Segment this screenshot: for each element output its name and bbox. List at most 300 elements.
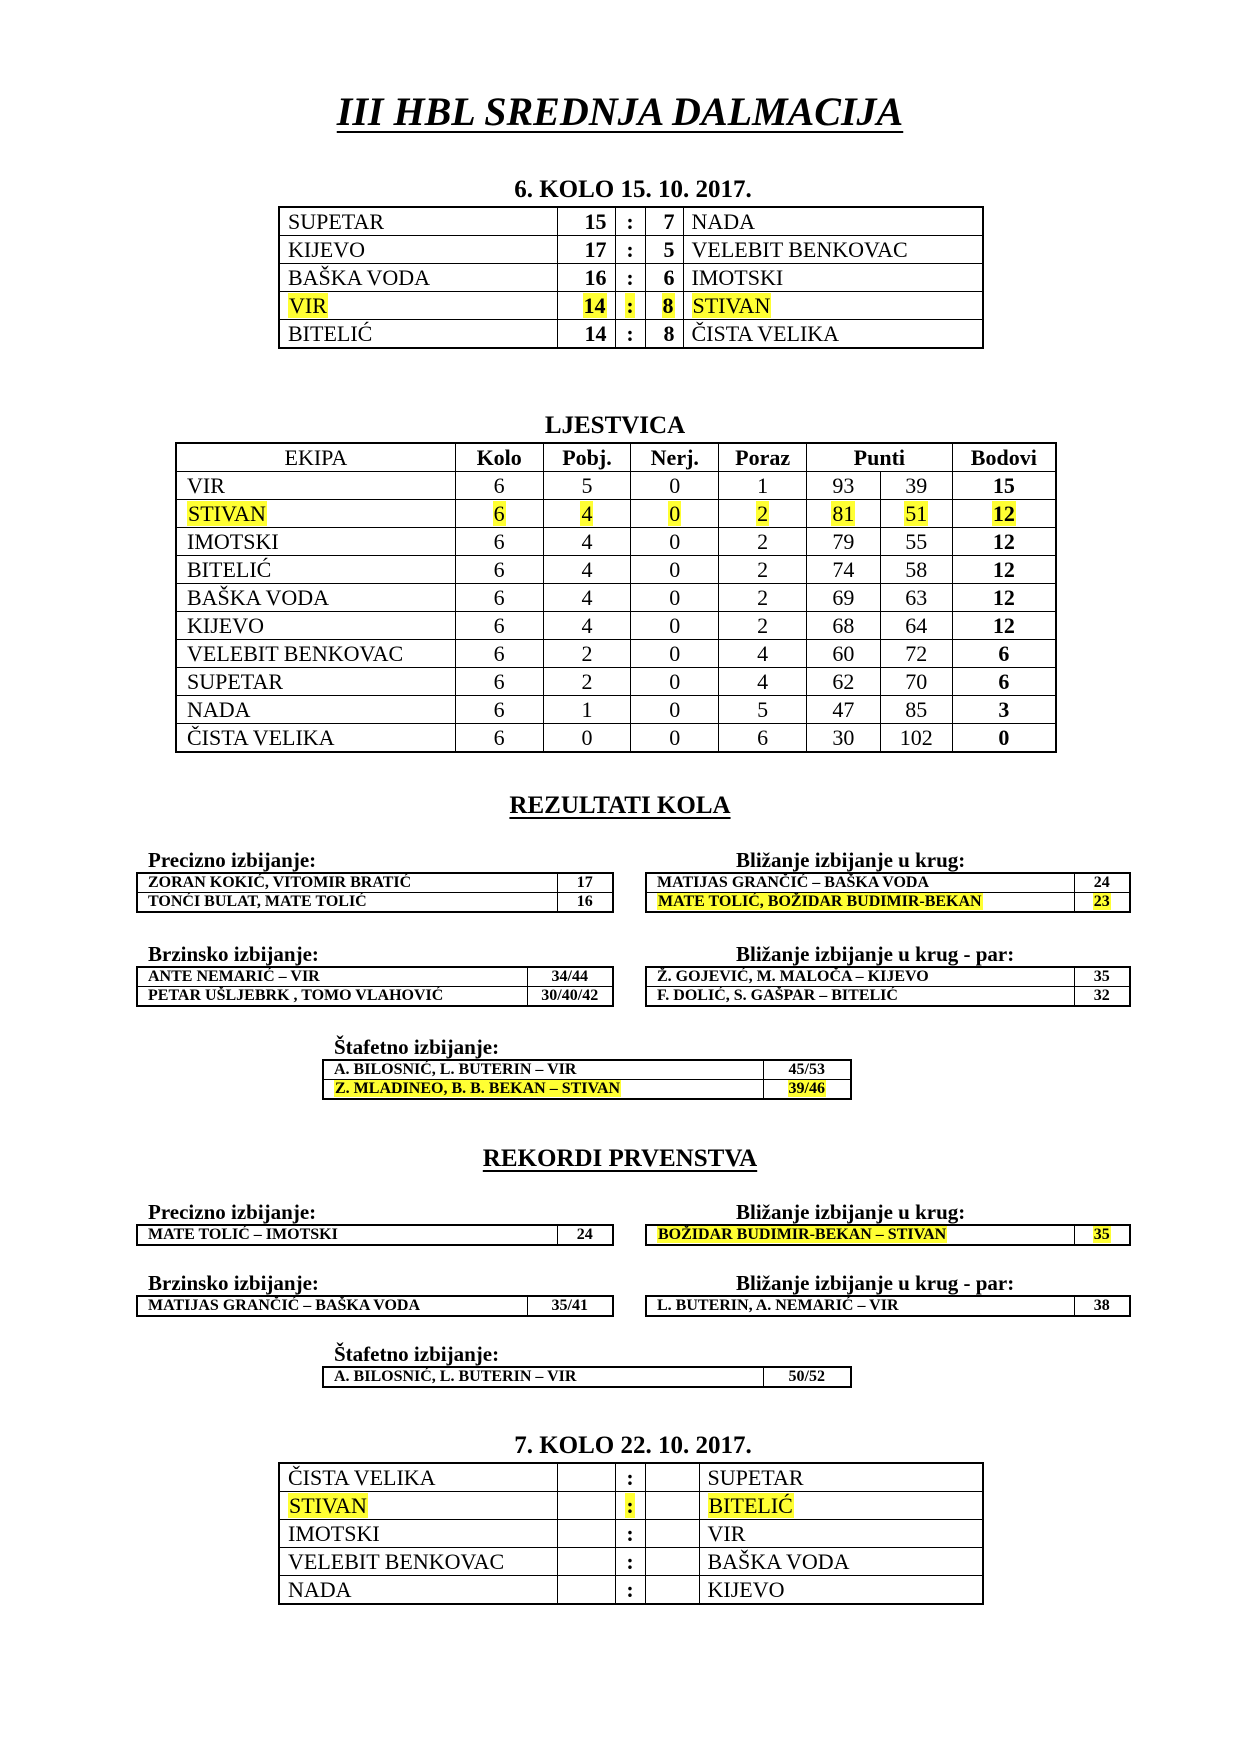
result-value-text: 39/46 <box>788 1080 825 1097</box>
games-played <box>455 612 543 640</box>
result-row <box>323 1080 851 1100</box>
score-separator <box>615 1463 645 1492</box>
league-points-text: 6 <box>998 641 1010 666</box>
away-score <box>645 264 683 292</box>
res-blizanje-par-label: Bližanje izbijanje u krug - par: <box>736 942 1015 966</box>
result-row <box>137 873 613 893</box>
team-name-text: SUPETAR <box>187 669 284 694</box>
points-against <box>880 724 952 753</box>
result-row <box>323 1367 851 1387</box>
draws-text: 0 <box>669 641 681 666</box>
fixture-row <box>279 1548 983 1576</box>
result-value <box>763 1060 851 1080</box>
points-against-text: 55 <box>905 529 928 554</box>
points-for <box>807 640 881 668</box>
away-team-text: VELEBIT BENKOVAC <box>691 237 908 262</box>
draws <box>631 528 719 556</box>
losses-text: 2 <box>757 529 769 554</box>
away-score-empty <box>645 1548 699 1576</box>
records-heading: REKORDI PRVENSTVA <box>482 1145 758 1172</box>
league-points <box>952 612 1056 640</box>
result-value <box>763 1367 851 1387</box>
result-row <box>137 967 613 987</box>
wins-text: 1 <box>581 697 593 722</box>
league-points-text: 12 <box>992 585 1015 610</box>
league-points-text: 15 <box>992 473 1015 498</box>
away-score-empty <box>645 1520 699 1548</box>
league-points <box>952 556 1056 584</box>
home-team-text: STIVAN <box>289 1493 367 1518</box>
team-name-text: IMOTSKI <box>187 529 279 554</box>
losses-text: 5 <box>757 697 769 722</box>
home-team-text: NADA <box>288 1577 352 1602</box>
result-row <box>137 1225 613 1245</box>
fixture-row <box>279 1463 983 1492</box>
result-value <box>527 967 613 987</box>
losses-text: 4 <box>757 641 769 666</box>
points-for-text: 79 <box>832 529 855 554</box>
result-row <box>646 893 1130 913</box>
draws-text: 0 <box>669 725 681 750</box>
round6-results-table <box>278 206 984 349</box>
league-points-text: 3 <box>998 697 1010 722</box>
points-against-text: 51 <box>905 501 928 526</box>
player-names-text: PETAR UŠLJEBRK , TOMO VLAHOVIĆ <box>148 987 444 1004</box>
result-row <box>137 893 613 913</box>
score-separator-text: : <box>626 321 634 346</box>
player-names <box>137 1296 527 1316</box>
league-points-text: 12 <box>992 501 1015 526</box>
away-team-text: ČISTA VELIKA <box>691 321 840 346</box>
standings-row <box>176 612 1056 640</box>
team-name-text: BITELIĆ <box>187 557 272 582</box>
home-score <box>557 292 615 320</box>
away-team-text: STIVAN <box>692 293 771 318</box>
result-value <box>1074 967 1130 987</box>
home-score-text: 15 <box>584 209 607 234</box>
away-score-text: 8 <box>663 321 675 346</box>
games-played-text: 6 <box>493 669 505 694</box>
result-value-text: 45/53 <box>788 1061 825 1078</box>
result-value <box>527 987 613 1007</box>
res-brzinsko-table <box>136 966 614 1007</box>
away-team <box>683 236 983 264</box>
home-score-text: 17 <box>584 237 607 262</box>
away-score-empty <box>645 1576 699 1605</box>
rec-stafetno-label: Štafetno izbijanje: <box>334 1342 500 1366</box>
away-team-text: NADA <box>691 209 756 234</box>
standings-header-row <box>176 443 1056 472</box>
round7-fixtures-table <box>278 1462 984 1605</box>
player-names-text: Z. MLADINEO, B. B. BEKAN – STIVAN <box>335 1080 621 1097</box>
player-names <box>137 1225 557 1245</box>
points-against-text: 70 <box>905 669 928 694</box>
team-name-text: BAŠKA VODA <box>187 585 330 610</box>
wins <box>543 640 631 668</box>
rec-blizanje-table <box>645 1224 1131 1246</box>
team-name <box>176 556 455 584</box>
result-value-text: 38 <box>1093 1297 1110 1314</box>
home-team <box>279 207 557 236</box>
team-name <box>176 640 455 668</box>
wins-text: 5 <box>581 473 593 498</box>
draws-text: 0 <box>669 585 681 610</box>
header-poraz: Poraz <box>719 443 807 472</box>
losses-text: 2 <box>757 501 769 526</box>
result-row <box>137 1296 613 1316</box>
losses <box>719 500 807 528</box>
res-blizanje-label: Bližanje izbijanje u krug: <box>736 848 966 872</box>
player-names-text: ZORAN KOKIĆ, VITOMIR BRATIĆ <box>148 874 412 891</box>
games-played-text: 6 <box>493 613 505 638</box>
draws <box>631 668 719 696</box>
points-for <box>807 472 881 500</box>
home-score-empty <box>557 1520 615 1548</box>
rec-blizanje-par-label: Bližanje izbijanje u krug - par: <box>736 1271 1015 1295</box>
away-score <box>645 236 683 264</box>
points-against <box>880 528 952 556</box>
player-names <box>137 893 557 913</box>
result-value <box>1074 873 1130 893</box>
points-for <box>807 612 881 640</box>
result-value-text: 35/41 <box>551 1297 588 1314</box>
player-names-text: MATIJAS GRANČIĆ – BAŠKA VODA <box>657 874 930 891</box>
standings-row <box>176 724 1056 753</box>
points-for-text: 47 <box>832 697 855 722</box>
player-names-text: TONĆI BULAT, MATE TOLIĆ <box>148 893 367 910</box>
result-value-text: 16 <box>576 893 593 910</box>
draws-text: 0 <box>669 529 681 554</box>
draws-text: 0 <box>669 473 681 498</box>
losses <box>719 528 807 556</box>
standings-row <box>176 556 1056 584</box>
standings-row <box>176 528 1056 556</box>
fixture-row <box>279 1492 983 1520</box>
score-separator <box>615 1492 645 1520</box>
result-row <box>646 873 1130 893</box>
result-value-text: 50/52 <box>788 1368 825 1385</box>
home-team <box>279 1520 557 1548</box>
draws-text: 0 <box>669 557 681 582</box>
losses <box>719 472 807 500</box>
team-name <box>176 668 455 696</box>
home-team-text: VELEBIT BENKOVAC <box>288 1549 505 1574</box>
draws <box>631 640 719 668</box>
result-value <box>557 873 613 893</box>
points-against-text: 102 <box>899 725 933 750</box>
games-played <box>455 500 543 528</box>
player-names-text: F. DOLIĆ, S. GAŠPAR – BITELIĆ <box>657 987 898 1004</box>
draws-text: 0 <box>669 613 681 638</box>
res-brzinsko-label: Brzinsko izbijanje: <box>148 942 319 966</box>
away-score <box>645 292 683 320</box>
away-team-text: IMOTSKI <box>691 265 784 290</box>
games-played <box>455 472 543 500</box>
league-points-text: 0 <box>998 725 1010 750</box>
rec-brzinsko-table <box>136 1295 614 1317</box>
score-separator-text: : <box>626 209 634 234</box>
team-name-text: KIJEVO <box>187 613 264 638</box>
player-names <box>646 1225 1074 1245</box>
team-name <box>176 724 455 753</box>
score-separator <box>615 236 645 264</box>
league-points-text: 6 <box>998 669 1010 694</box>
team-name <box>176 696 455 724</box>
league-points <box>952 668 1056 696</box>
wins-text: 2 <box>581 669 593 694</box>
points-for <box>807 556 881 584</box>
team-name-text: NADA <box>187 697 251 722</box>
player-names-text: A. BILOSNIĆ, L. BUTERIN – VIR <box>334 1061 577 1078</box>
away-team <box>699 1463 983 1492</box>
points-against-text: 85 <box>905 697 928 722</box>
points-against <box>880 696 952 724</box>
home-score <box>557 264 615 292</box>
away-team <box>699 1520 983 1548</box>
home-team <box>279 320 557 349</box>
home-team <box>279 1576 557 1605</box>
draws <box>631 724 719 753</box>
player-names <box>646 987 1074 1007</box>
home-team <box>279 236 557 264</box>
score-separator <box>615 292 645 320</box>
draws-text: 0 <box>669 501 681 526</box>
points-for-text: 69 <box>832 585 855 610</box>
standings-table <box>175 442 1057 753</box>
wins <box>543 472 631 500</box>
home-team <box>279 1548 557 1576</box>
losses-text: 2 <box>757 557 769 582</box>
score-separator-text: : <box>626 1577 634 1602</box>
res-stafetno-label: Štafetno izbijanje: <box>334 1035 500 1059</box>
player-names-text: A. BILOSNIĆ, L. BUTERIN – VIR <box>334 1368 577 1385</box>
points-against <box>880 500 952 528</box>
draws <box>631 612 719 640</box>
result-row <box>646 967 1130 987</box>
games-played-text: 6 <box>493 473 505 498</box>
player-names <box>137 873 557 893</box>
score-separator <box>615 207 645 236</box>
league-points-text: 12 <box>992 613 1015 638</box>
standings-row <box>176 472 1056 500</box>
points-against <box>880 640 952 668</box>
result-value-text: 35 <box>1093 968 1110 985</box>
wins <box>543 556 631 584</box>
result-value-text: 17 <box>576 874 593 891</box>
player-names-text: ANTE NEMARIĆ – VIR <box>148 968 320 985</box>
draws <box>631 556 719 584</box>
score-separator-text: : <box>626 237 634 262</box>
result-row <box>646 1296 1130 1316</box>
res-blizanje-par-table <box>645 966 1131 1007</box>
rec-blizanje-par-table <box>645 1295 1131 1317</box>
res-precizno-table <box>136 872 614 913</box>
draws <box>631 500 719 528</box>
result-value-text: 35 <box>1093 1226 1110 1243</box>
result-value-text: 24 <box>1093 874 1110 891</box>
wins <box>543 612 631 640</box>
rec-blizanje-label: Bližanje izbijanje u krug: <box>736 1200 966 1224</box>
home-team-text: SUPETAR <box>288 209 385 234</box>
fixture-row <box>279 1576 983 1605</box>
games-played <box>455 668 543 696</box>
player-names-text: MATE TOLIĆ – IMOTSKI <box>148 1226 338 1243</box>
away-team-text: KIJEVO <box>707 1577 785 1602</box>
losses <box>719 724 807 753</box>
match-row <box>279 264 983 292</box>
team-name <box>176 472 455 500</box>
result-value <box>1074 1296 1130 1316</box>
away-score <box>645 320 683 349</box>
home-score-empty <box>557 1463 615 1492</box>
score-separator <box>615 1520 645 1548</box>
away-score-empty <box>645 1463 699 1492</box>
standings-row <box>176 696 1056 724</box>
score-separator <box>615 320 645 349</box>
games-played-text: 6 <box>493 725 505 750</box>
draws <box>631 696 719 724</box>
losses-text: 6 <box>757 725 769 750</box>
away-team <box>683 320 983 349</box>
score-separator-text: : <box>626 1465 634 1490</box>
result-value-text: 34/44 <box>551 968 588 985</box>
home-score <box>557 236 615 264</box>
result-value <box>527 1296 613 1316</box>
score-separator <box>615 1576 645 1605</box>
away-score-text: 7 <box>663 209 675 234</box>
away-team-text: VIR <box>707 1521 746 1546</box>
points-against <box>880 472 952 500</box>
points-against-text: 72 <box>905 641 928 666</box>
draws-text: 0 <box>669 697 681 722</box>
fixture-row <box>279 1520 983 1548</box>
away-team <box>699 1576 983 1605</box>
league-points <box>952 724 1056 753</box>
home-score-text: 16 <box>584 265 607 290</box>
match-row <box>279 292 983 320</box>
home-team <box>279 292 557 320</box>
standings-heading: LJESTVICA <box>544 412 686 439</box>
home-team-text: BITELIĆ <box>288 321 373 346</box>
points-against-text: 58 <box>905 557 928 582</box>
losses <box>719 556 807 584</box>
games-played-text: 6 <box>493 585 505 610</box>
points-for <box>807 724 881 753</box>
losses <box>719 584 807 612</box>
home-score <box>557 207 615 236</box>
points-for <box>807 528 881 556</box>
wins-text: 2 <box>581 641 593 666</box>
team-name <box>176 528 455 556</box>
points-for-text: 30 <box>832 725 855 750</box>
team-name-text: STIVAN <box>188 501 266 526</box>
result-value <box>1074 1225 1130 1245</box>
player-names-text: L. BUTERIN, A. NEMARIĆ – VIR <box>657 1297 899 1314</box>
games-played <box>455 584 543 612</box>
losses-text: 1 <box>757 473 769 498</box>
standings-row <box>176 584 1056 612</box>
home-team <box>279 1492 557 1520</box>
away-score-text: 5 <box>663 237 675 262</box>
league-points <box>952 696 1056 724</box>
home-team-text: IMOTSKI <box>288 1521 380 1546</box>
games-played-text: 6 <box>493 501 505 526</box>
wins-text: 4 <box>581 529 593 554</box>
match-row <box>279 320 983 349</box>
away-team-text: SUPETAR <box>707 1465 804 1490</box>
score-separator-text: : <box>626 1493 634 1518</box>
player-names-text: Ž. GOJEVIĆ, M. MALOČA – KIJEVO <box>657 968 929 985</box>
losses <box>719 668 807 696</box>
home-score-empty <box>557 1576 615 1605</box>
home-score-text: 14 <box>584 321 607 346</box>
league-points <box>952 584 1056 612</box>
points-against-text: 63 <box>905 585 928 610</box>
standings-row <box>176 640 1056 668</box>
games-played <box>455 724 543 753</box>
away-team <box>699 1548 983 1576</box>
header-team: EKIPA <box>176 443 455 472</box>
away-score <box>645 207 683 236</box>
home-score <box>557 320 615 349</box>
losses <box>719 696 807 724</box>
games-played-text: 6 <box>493 641 505 666</box>
games-played-text: 6 <box>493 557 505 582</box>
round6-heading: 6. KOLO 15. 10. 2017. <box>514 176 752 203</box>
player-names <box>137 967 527 987</box>
points-against-text: 64 <box>905 613 928 638</box>
wins <box>543 724 631 753</box>
team-name-text: VELEBIT BENKOVAC <box>187 641 404 666</box>
match-row <box>279 236 983 264</box>
draws-text: 0 <box>669 669 681 694</box>
away-team-text: BITELIĆ <box>708 1493 793 1518</box>
games-played <box>455 696 543 724</box>
draws <box>631 472 719 500</box>
result-value-text: 30/40/42 <box>541 987 599 1004</box>
match-row <box>279 207 983 236</box>
points-for <box>807 500 881 528</box>
games-played-text: 6 <box>493 529 505 554</box>
home-team <box>279 1463 557 1492</box>
league-points-text: 12 <box>992 557 1015 582</box>
league-points-text: 12 <box>992 529 1015 554</box>
home-team-text: KIJEVO <box>288 237 365 262</box>
away-team <box>683 264 983 292</box>
player-names <box>323 1367 763 1387</box>
score-separator-text: : <box>626 1521 634 1546</box>
player-names <box>646 967 1074 987</box>
result-value <box>1074 893 1130 913</box>
player-names <box>646 873 1074 893</box>
result-value <box>1074 987 1130 1007</box>
points-for <box>807 668 881 696</box>
home-score-text: 14 <box>583 293 606 318</box>
result-row <box>323 1060 851 1080</box>
res-stafetno-table <box>322 1059 852 1100</box>
player-names <box>646 1296 1074 1316</box>
standings-row <box>176 500 1056 528</box>
round7-heading: 7. KOLO 22. 10. 2017. <box>514 1432 752 1459</box>
player-names <box>137 987 527 1007</box>
away-score-text: 6 <box>663 265 675 290</box>
home-score-empty <box>557 1492 615 1520</box>
team-name <box>176 584 455 612</box>
points-for-text: 81 <box>832 501 855 526</box>
result-value-text: 24 <box>576 1226 593 1243</box>
home-team-text: ČISTA VELIKA <box>288 1465 436 1490</box>
score-separator-text: : <box>626 265 634 290</box>
